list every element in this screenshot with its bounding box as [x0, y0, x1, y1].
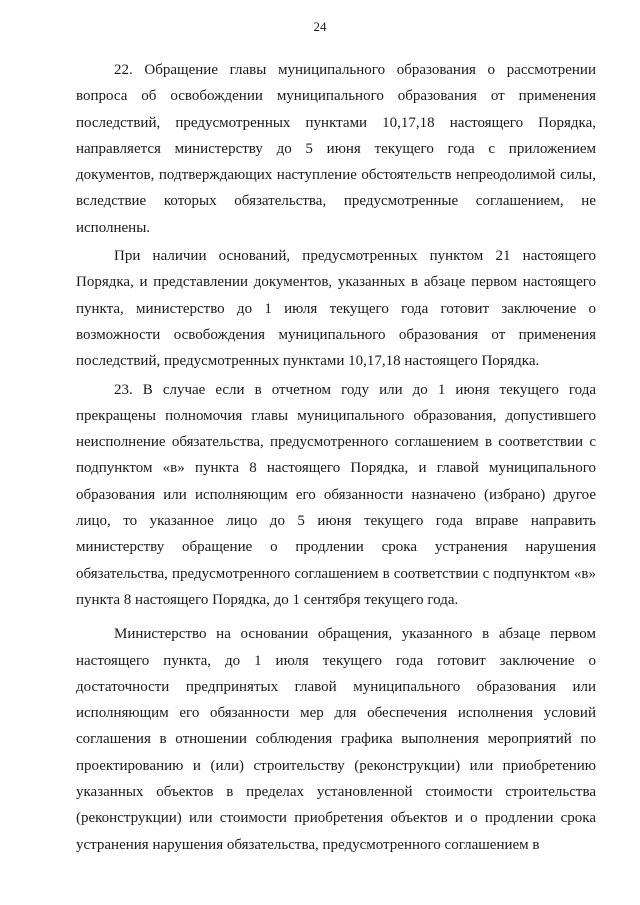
- paragraph-22-second: При наличии оснований, предусмотренных пунктом 21 настоящего Порядка, и представлении документов, указанных в абзаце первом настоящего пункта, министерство до 1 июля текущего года готовит заключение о возможности освобождения муниципального образования от применения последствий, предусмотренных пунктами 10,17,18 настоящего Порядка.: [76, 248, 596, 370]
- document-body: [76, 57, 596, 858]
- paragraph-22: 22. Обращение главы муниципального образования о рассмотрении вопроса об освобождении муниципального образования от применения последствий, предусмотренных пунктами 10,17,18 настоящего Порядка, направляется министерству до 5 июня текущего года с приложением документов, подтверждающих наступление обстоятельств непреодолимой силы, вследствие которых обязательства, предусмотренные соглашением, не исполнены.: [76, 62, 596, 236]
- paragraph-23-second: Министерство на основании обращения, указанного в абзаце первом настоящего пункта, до 1 июля текущего года готовит заключение о достаточности предпринятых главой муниципального образования или исполняющим его обязанности мер для обеспечения исполнения условий соглашения в отношении соблюдения графика выполнения мероприятий по проектированию и (или) строительству (реконструкции) или приобретению указанных объектов в пределах установленной стоимости строительства (реконструкции) или стоимости приобретения объектов и о продлении срока устранения нарушения обязательства, предусмотренного соглашением в: [76, 626, 596, 853]
- page-number: 24: [313, 19, 327, 34]
- paragraph-23: 23. В случае если в отчетном году или до 1 июня текущего года прекращены полномочия главы муниципального образования, допустившего неисполнение обязательства, предусмотренного соглашением в соответствии с подпунктом «в» пункта 8 настоящего Порядка, и главой муниципального образования или исполняющим его обязанности назначено (избрано) другое лицо, то указанное лицо до 5 июня текущего года вправе направить министерству обращение о продлении срока устранения нарушения обязательства, предусмотренного соглашением в соответствии с подпунктом «в» пункта 8 настоящего Порядка, до 1 сентября текущего года.: [76, 381, 596, 608]
